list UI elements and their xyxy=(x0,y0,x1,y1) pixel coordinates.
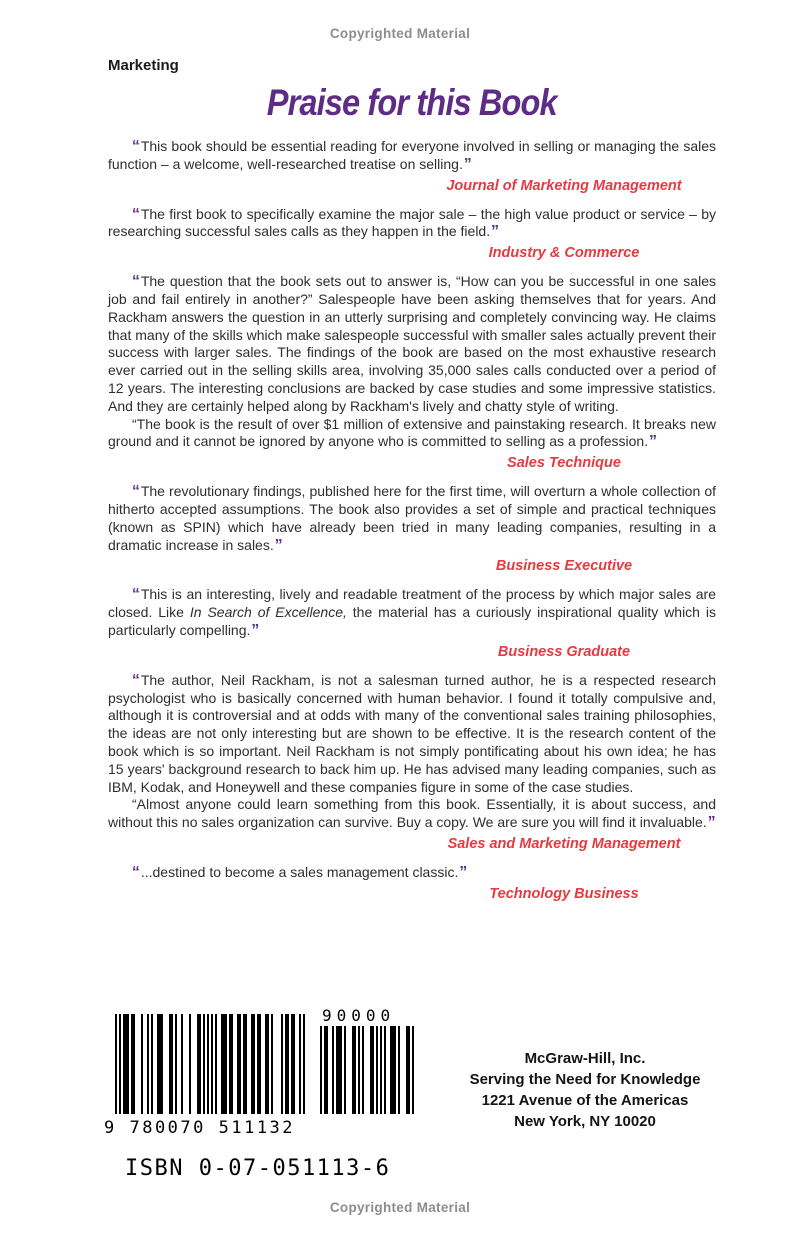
quote-text: This book should be essential reading for everyone involved in selling or managing the sales function – a welcome, well-researched treatise on selling. xyxy=(108,138,716,172)
close-quote-icon: ” xyxy=(649,433,657,451)
quote-text: “The book is the result of over $1 million of extensive and painstaking research. It breaks new ground and it cannot be ignored by anyone who is committed to selling as a profession. xyxy=(108,415,716,450)
quote-paragraph xyxy=(108,796,716,832)
close-quote-icon: ” xyxy=(274,536,283,554)
back-cover-content xyxy=(108,57,716,903)
barcode-supplement-number: 90000 xyxy=(322,1006,396,1025)
ean-digits: 9 780070 511132 xyxy=(104,1118,296,1138)
quote-source: Sales and Marketing Management xyxy=(447,835,681,852)
open-quote-icon: “ xyxy=(132,273,140,291)
close-quote-icon: ” xyxy=(491,223,499,241)
quote-paragraph xyxy=(108,586,716,639)
quote-source: Industry & Commerce xyxy=(488,245,640,262)
ean-barcode xyxy=(115,1014,305,1114)
quote-source: Technology Business xyxy=(489,885,639,902)
isbn-label: ISBN 0-07-051113-6 xyxy=(125,1156,391,1181)
quote-source: Business Executive xyxy=(495,558,633,575)
quote-paragraph xyxy=(108,273,716,415)
open-quote-icon: “ xyxy=(132,138,140,155)
copyright-notice-bottom: Copyrighted Material xyxy=(329,1200,471,1215)
quote-text: The first book to specifically examine the major sale – the high value product or service – by researching successful sales calls as they happen in the field. xyxy=(108,205,716,240)
quote-source: Business Graduate xyxy=(497,643,631,660)
quote-business-executive xyxy=(108,483,716,575)
quote-source: Sales Technique xyxy=(507,455,621,472)
publisher-address-line1: 1221 Avenue of the Americas xyxy=(481,1092,689,1109)
quote-paragraph xyxy=(108,483,716,554)
quote-text: the material has a curiously inspirational quality which is particularly compelling. xyxy=(108,604,716,638)
ean-supplement-barcode xyxy=(320,1026,414,1114)
open-quote-icon: “ xyxy=(132,863,140,881)
publisher-tagline: Serving the Need for Knowledge xyxy=(469,1071,701,1088)
quote-text: The revolutionary findings, published here for the first time, will overturn a whole collection of hitherto accepted assumptions. The book also provides a set of simple and practical techniques (known as SPIN) which have already been tried in many leading companies, resulting in a dramatic increase in sales. xyxy=(108,483,716,553)
quote-sales-technique xyxy=(108,273,716,472)
publisher-address-line2: New York, NY 10020 xyxy=(514,1113,656,1130)
quote-text: ...destined to become a sales management classic. xyxy=(140,863,459,880)
quote-paragraph xyxy=(108,138,716,174)
quote-text: “Almost anyone could learn something from this book. Essentially, it is about success, and without this no sales organization can survive. Buy a copy. We are sure you will find it invaluable. xyxy=(108,796,716,831)
page-title-text: Praise for this Book xyxy=(267,82,557,123)
quote-paragraph xyxy=(108,206,716,242)
quote-paragraph xyxy=(108,672,716,797)
quote-text: This is an interesting, lively and readable treatment of the process by which major sales are closed. Like xyxy=(108,586,716,621)
open-quote-icon: “ xyxy=(132,205,140,223)
close-quote-icon: ” xyxy=(251,621,260,639)
page-title xyxy=(108,82,716,124)
quote-business-graduate xyxy=(108,586,716,660)
open-quote-icon: “ xyxy=(132,586,140,604)
quote-text: The author, Neil Rackham, is not a salesman turned author, he is a respected research psychologist who is basically concerned with human behavior. I found it totally compulsive and, although it is controversial and at odds with many of the conventional sales training philosophies, the ideas are not only interesting but are shown to be effective. It is the research content of the book which is so important. Neil Rackham is not simply pontificating about his own idea; he has 15 years' background research to back him up. He has advised many leading companies, such as IBM, Kodak, and Honeywell and these companies figure in some of the case studies. xyxy=(108,671,716,795)
open-quote-icon: “ xyxy=(132,483,140,501)
quote-text: The question that the book sets out to answer is, “How can you be successful in one sales job and fail entirely in another?” Salespeople have been asking themselves that for years. And Rackham answers the question in an utterly surprising and completely convincing way. He claims that many of the skills which make salespeople successful with smaller sales actually prevent their success with larger sales. The findings of the book are based on the most exhaustive research ever carried out in the selling skills area, involving 35,000 sales calls conducted over a period of 12 years. The interesting conclusions are backed by case studies and some impressive statistics. And they are certainly helped along by Rackham's lively and chatty style of writing. xyxy=(108,273,716,414)
close-quote-icon: ” xyxy=(707,814,716,832)
quote-technology-business xyxy=(108,864,716,903)
publisher-block xyxy=(445,1048,725,1132)
quote-journal-of-marketing-management xyxy=(108,138,716,195)
category-label: Marketing xyxy=(108,57,179,74)
barcode-block xyxy=(104,1006,415,1188)
book-title-reference: In Search of Excellence, xyxy=(189,604,347,621)
publisher-name: McGraw-Hill, Inc. xyxy=(524,1050,646,1067)
close-quote-icon: ” xyxy=(463,155,472,173)
open-quote-icon: “ xyxy=(132,671,140,689)
quote-paragraph xyxy=(108,416,716,452)
copyright-notice-top: Copyrighted Material xyxy=(329,26,471,41)
quote-paragraph xyxy=(108,864,716,882)
quote-source: Journal of Marketing Management xyxy=(446,177,682,194)
close-quote-icon: ” xyxy=(459,863,468,881)
quote-industry-commerce xyxy=(108,206,716,263)
quote-sales-and-marketing-management xyxy=(108,672,716,853)
